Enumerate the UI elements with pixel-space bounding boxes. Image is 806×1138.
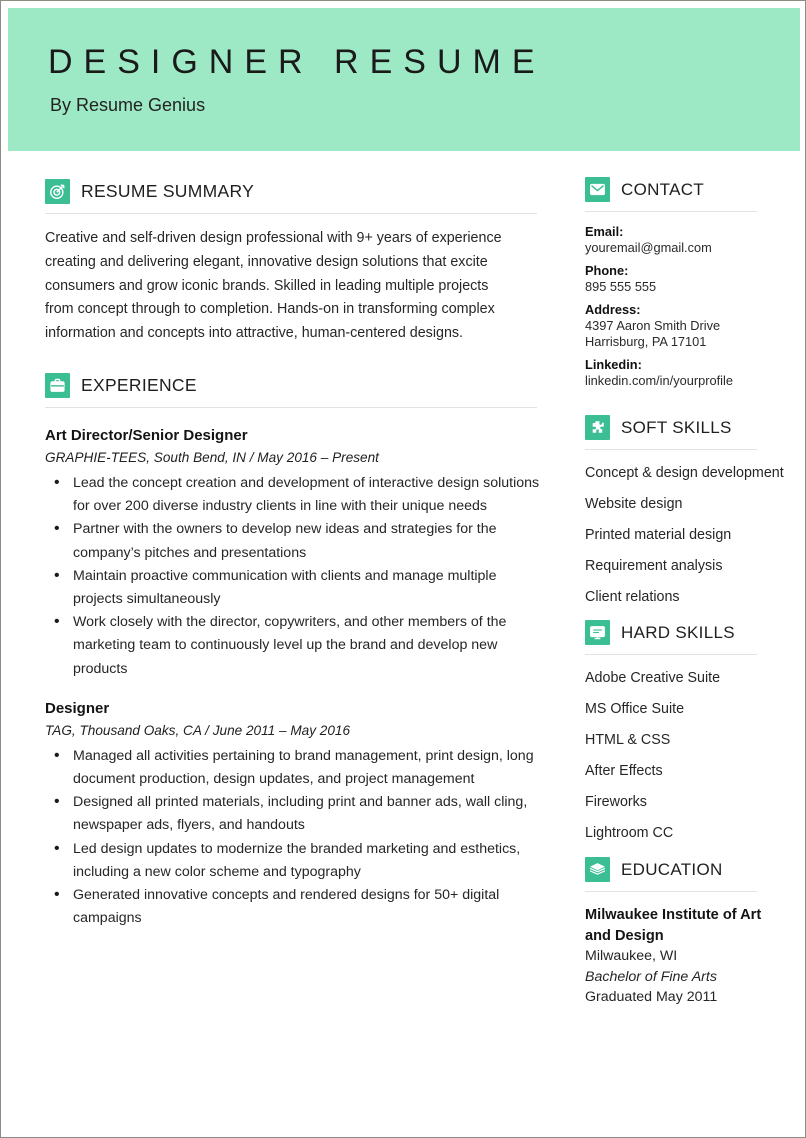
section-divider [45, 407, 537, 408]
section-header [585, 620, 785, 645]
contact-value-linkedin: linkedin.com/in/yourprofile [585, 373, 733, 388]
resume-header-band [8, 8, 800, 151]
section-title: SOFT SKILLS [621, 418, 732, 437]
soft-skill-item: Concept & design development [585, 465, 784, 481]
soft-skill-item: Printed material design [585, 527, 732, 543]
job-title: Designer [45, 699, 110, 717]
contact-value-address-line1: 4397 Aaron Smith Drive [585, 318, 721, 333]
contact-value-address-line2: Harrisburg, PA 17101 [585, 334, 707, 349]
section-header [45, 373, 545, 398]
job-bullet: • Led design updates to modernize the branded marketing and esthetics, including a new color scheme and typography [45, 838, 545, 884]
job-bullet: • Maintain proactive communication with clients and manage multiple projects simultaneously [45, 565, 545, 611]
education-school: Milwaukee Institute of Art and Design [585, 907, 762, 944]
job-bullet-list [45, 745, 545, 931]
section-divider [585, 891, 757, 892]
page-subtitle: By Resume Genius [50, 95, 206, 115]
graduation-cap-icon [585, 857, 610, 882]
sidebar-column [585, 177, 785, 1008]
soft-skill-item: Requirement analysis [585, 558, 723, 574]
soft-skill-list [585, 463, 785, 607]
section-experience [45, 373, 545, 930]
page-title: DESIGNER RESUME [48, 43, 546, 81]
contact-value-phone: 895 555 555 [585, 279, 657, 294]
contact-label-phone: Phone: [585, 263, 629, 278]
soft-skill-item: Client relations [585, 589, 680, 605]
puzzle-piece-icon [585, 415, 610, 440]
target-icon [45, 179, 70, 204]
section-title: EDUCATION [621, 860, 723, 879]
hard-skill-item: Lightroom CC [585, 825, 674, 841]
section-divider [585, 449, 757, 450]
section-soft-skills [585, 415, 785, 607]
contact-details [585, 224, 785, 389]
main-column [45, 179, 545, 930]
job-bullet: • Partner with the owners to develop new ideas and strategies for the company’s pitches and presentations [45, 518, 545, 564]
contact-label-linkedin: Linkedin: [585, 357, 642, 372]
experience-entry [45, 700, 545, 931]
hard-skill-item: MS Office Suite [585, 701, 685, 717]
contact-value-email: youremail@gmail.com [585, 240, 712, 255]
hard-skill-item: Adobe Creative Suite [585, 670, 721, 686]
summary-paragraph: Creative and self-driven design professional with 9+ years of experience creating and delivering elegant, innovative design solutions that excite consumers and grow iconic brands. Skilled in leading multiple projects from concept through to completion. Hands-on in transforming complex information and concepts into attractive, human-centered designs. [45, 230, 502, 342]
section-education [585, 857, 785, 1008]
section-header [585, 415, 785, 440]
section-divider [45, 213, 537, 214]
section-divider [585, 654, 757, 655]
job-title: Art Director/Senior Designer [45, 426, 248, 444]
monitor-icon [585, 620, 610, 645]
section-hard-skills [585, 620, 785, 843]
soft-skill-item: Website design [585, 496, 683, 512]
briefcase-icon [45, 373, 70, 398]
job-bullet-list [45, 472, 545, 681]
section-divider [585, 211, 757, 212]
section-resume-summary [45, 179, 545, 346]
section-title: EXPERIENCE [81, 374, 197, 395]
education-degree: Bachelor of Fine Arts [585, 968, 717, 985]
section-header [585, 177, 785, 202]
job-bullet: • Generated innovative concepts and rendered designs for 50+ digital campaigns [45, 884, 545, 930]
section-header [585, 857, 785, 882]
section-header [45, 179, 545, 204]
contact-label-email: Email: [585, 224, 624, 239]
job-bullet: • Lead the concept creation and development of interactive design solutions for over 200 diverse industry clients in line with their unique needs [45, 472, 545, 518]
hard-skill-list [585, 668, 785, 843]
section-title: HARD SKILLS [621, 623, 735, 642]
job-meta: GRAPHIE-TEES, South Bend, IN / May 2016 – Present [45, 449, 379, 465]
job-bullet: • Work closely with the director, copywriters, and other members of the marketing team to continuously level up the brand and develop new products [45, 611, 545, 681]
job-meta: TAG, Thousand Oaks, CA / June 2011 – May 2016 [45, 722, 351, 738]
section-contact [585, 177, 785, 389]
job-bullet: • Designed all printed materials, including print and banner ads, wall cling, newspaper ads, flyers, and handouts [45, 791, 545, 837]
hard-skill-item: Fireworks [585, 794, 647, 810]
envelope-icon [585, 177, 610, 202]
education-graduation: Graduated May 2011 [585, 989, 718, 1005]
section-title: CONTACT [621, 180, 704, 199]
experience-entry [45, 427, 545, 681]
hard-skill-item: After Effects [585, 763, 663, 779]
education-entry [585, 905, 785, 1008]
section-title: RESUME SUMMARY [81, 180, 255, 201]
education-location: Milwaukee, WI [585, 948, 678, 964]
job-bullet: • Managed all activities pertaining to brand management, print design, long document production, design updates, and project management [45, 745, 545, 791]
hard-skill-item: HTML & CSS [585, 732, 671, 748]
contact-label-address: Address: [585, 302, 641, 317]
